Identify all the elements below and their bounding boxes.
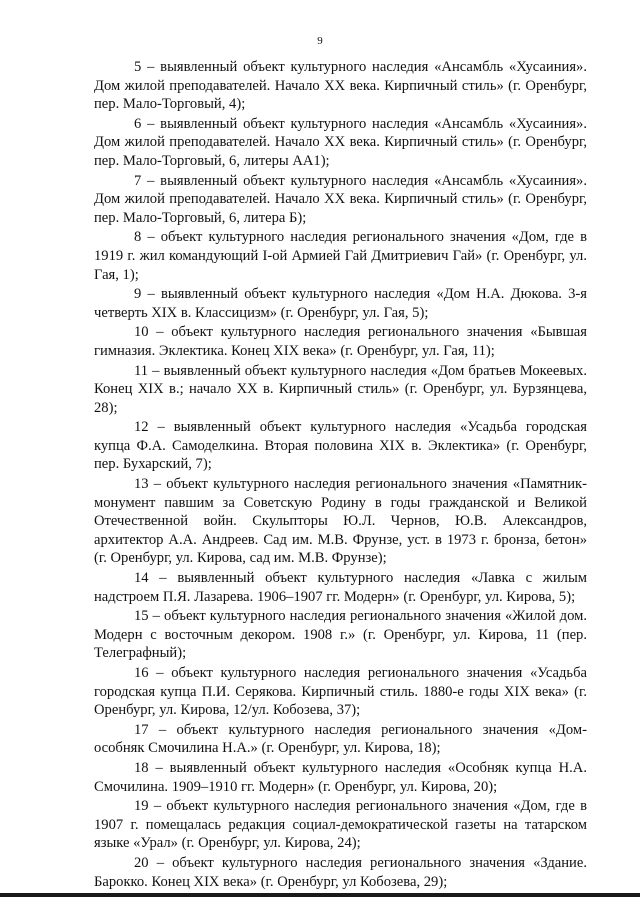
- list-item: 11 – выявленный объект культурного наследия «Дом братьев Мокеевых. Конец XIX в.; начало XX в. Кирпичный стиль» (г. Оренбург, ул. Бурзянцева, 28);: [94, 362, 587, 416]
- list-item: 10 – объект культурного наследия регионального значения «Бывшая гимназия. Эклектика. Конец XIX века» (г. Оренбург, ул. Гая, 11);: [94, 324, 587, 359]
- list-item: 5 – выявленный объект культурного наследия «Ансамбль «Хусаиния». Дом жилой преподавателей. Начало XX века. Кирпичный стиль» (г. Оренбург, пер. Мало-Торговый, 4);: [94, 59, 587, 113]
- list-item: 16 – объект культурного наследия регионального значения «Усадьба городская купца П.И. Серякова. Кирпичный стиль. 1880-е годы XIX века» (г. Оренбург, ул. Кирова, 12/ул. Кобозева, 37);: [94, 665, 587, 719]
- list-item: 7 – выявленный объект культурного наследия «Ансамбль «Хусаиния». Дом жилой преподавателей. Начало XX века. Кирпичный стиль» (г. Оренбург, пер. Мало-Торговый, 6, литера Б);: [94, 172, 587, 226]
- list-item: 9 – выявленный объект культурного наследия «Дом Н.А. Дюкова. 3-я четверть XIX в. Классицизм» (г. Оренбург, ул. Гая, 5);: [94, 286, 587, 321]
- list-item: 19 – объект культурного наследия регионального значения «Дом, где в 1907 г. помещалась редакция социал-демократической газеты на татарском языке «Урал» (г. Оренбург, ул. Кирова, 24);: [94, 798, 587, 852]
- list-item: 8 – объект культурного наследия регионального значения «Дом, где в 1919 г. жил командующий I-ой Армией Гай Дмитриевич Гай» (г. Оренбург, ул. Гая, 1);: [94, 229, 587, 283]
- list-item: 15 – объект культурного наследия регионального значения «Жилой дом. Модерн с восточным декором. 1908 г.» (г. Оренбург, ул. Кирова, 11 (пер. Телеграфный);: [94, 608, 587, 662]
- list-item: 20 – объект культурного наследия регионального значения «Здание. Барокко. Конец XIX века» (г. Оренбург, ул Кобозева, 29);: [94, 854, 587, 890]
- list-item: 6 – выявленный объект культурного наследия «Ансамбль «Хусаиния». Дом жилой преподавателей. Начало XX века. Кирпичный стиль» (г. Оренбург, пер. Мало-Торговый, 6, литеры АА1);: [94, 115, 587, 169]
- list-item: 18 – выявленный объект культурного наследия «Особняк купца Н.А. Смочилина. 1909–1910 гг. Модерн» (г. Оренбург, ул. Кирова, 20);: [94, 759, 587, 795]
- page-number: 9: [317, 35, 323, 47]
- document-body: [94, 58, 587, 892]
- list-item: 17 – объект культурного наследия регионального значения «Дом-особняк Смочилина Н.А.» (г. Оренбург, ул. Кирова, 18);: [94, 721, 587, 757]
- list-item: 12 – выявленный объект культурного наследия «Усадьба городская купца Ф.А. Самоделкина. Вторая половина XIX в. Эклектика» (г. Оренбург, пер. Бухарский, 7);: [94, 419, 587, 473]
- list-item: 14 – выявленный объект культурного наследия «Лавка с жилым надстроем П.Я. Лазарева. 1906–1907 гг. Модерн» (г. Оренбург, ул. Кирова, 5);: [94, 570, 587, 605]
- list-item: 13 – объект культурного наследия регионального значения «Памятник-монумент павшим за Советскую Родину в годы гражданской и Великой Отечественной войн. Скульпторы Ю.Л. Чернов, Ю.В. Александров, архитектор А.А. Андреев. Сад им. М.В. Фрунзе, уст. в 1973 г. бронза, бетон» (г. Оренбург, ул. Кирова, сад им. М.В. Фрунзе);: [94, 476, 587, 567]
- bottom-rule: [0, 893, 640, 897]
